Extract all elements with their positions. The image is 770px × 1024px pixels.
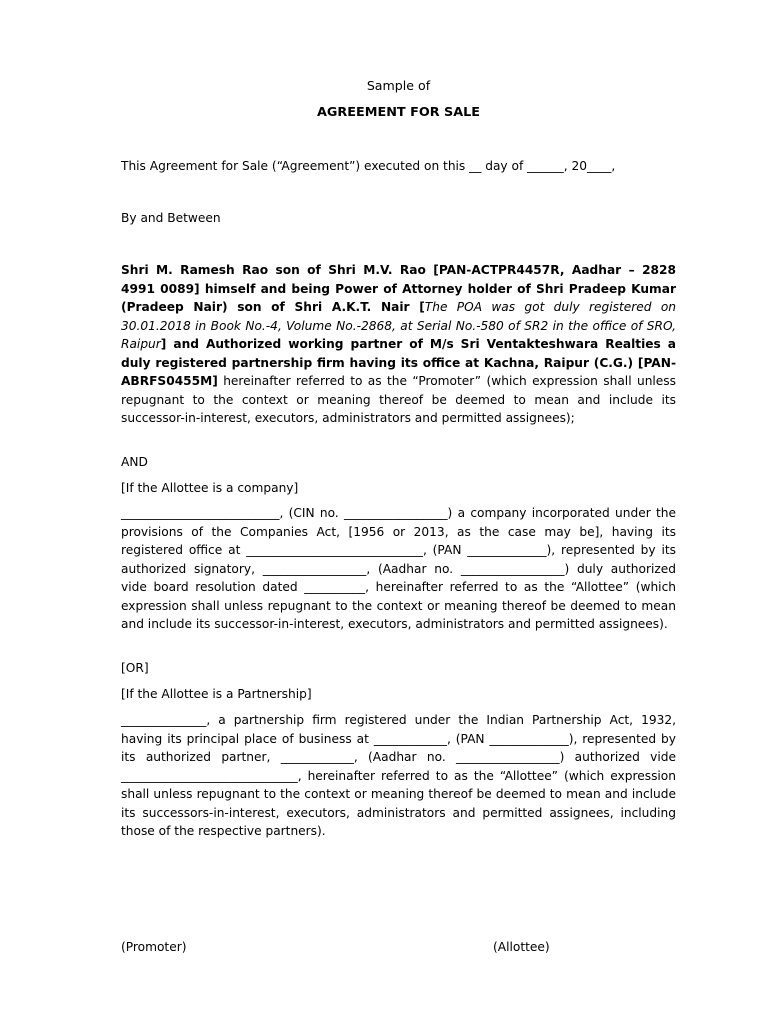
- document-pre-title: Sample of: [366, 78, 431, 93]
- promoter-bold-1: Shri M. Ramesh Rao son of Shri M.V. Rao [PAN-ACTPR4457R, Aadhar – 2828 4991 0089] himself and being Power of Attorney holder of Shri Pradeep Kumar (Pradeep Nair) son of Shri A.K.T. Nair [: [121, 263, 676, 314]
- document-title: AGREEMENT FOR SALE: [316, 105, 481, 120]
- signature-allottee: (Allottee): [493, 940, 550, 954]
- company-heading: [If the Allottee is a company]: [121, 481, 299, 495]
- partnership-paragraph: ______________, a partnership firm registered under the Indian Partnership Act, 1932, having its principal place of business at ____________, (PAN _____________), represented by its authorized partner, ____________, (Aadhar no. _________________) authorized vide _____________________________, hereinafter referred to as the “Allottee” (which expression shall unless repugnant to the context or meaning thereof be deemed to mean and include its successors-in-interest, executors, administrators and permitted assignees, including those of the respective partners).: [121, 713, 676, 838]
- by-and-between: By and Between: [121, 211, 221, 225]
- and-label: AND: [121, 455, 148, 469]
- or-label: [OR]: [121, 661, 149, 675]
- promoter-plain: hereinafter referred to as the “Promoter” (which expression shall unless repugnant to the context or meaning thereof be deemed to mean and include its successor-in-interest, executors, administrators and permitted assignees);: [121, 374, 676, 425]
- promoter-italic-poa: The POA was got duly registered on 30.01.2018 in Book No.-4, Volume No.-2868, at Serial No.-580 of SR2 in the office of SRO, Raipur: [121, 300, 676, 351]
- partnership-heading: [If the Allottee is a Partnership]: [121, 687, 312, 701]
- promoter-paragraph: [121, 261, 676, 428]
- promoter-bold-2: ] and Authorized working partner of M/s Sri Ventakteshwara Realties a duly registered partnership firm having its office at Kachna, Raipur (C.G.) [PAN-ABRFS0455M]: [121, 337, 676, 388]
- intro-line: This Agreement for Sale (“Agreement”) executed on this __ day of ______, 20____,: [121, 159, 616, 173]
- company-paragraph: __________________________, (CIN no. _________________) a company incorporated under the provisions of the Companies Act, [1956 or 2013, as the case may be], having its registered office at _____________________________, (PAN _____________), represented by its authorized signatory, _________________, (Aadhar no. _________________) duly authorized vide board resolution dated __________, hereinafter referred to as the “Allottee” (which expression shall unless repugnant to the context or meaning thereof be deemed to mean and include its successor-in-interest, executors, administrators and permitted assignees).: [121, 506, 676, 631]
- signature-promoter: (Promoter): [121, 940, 187, 954]
